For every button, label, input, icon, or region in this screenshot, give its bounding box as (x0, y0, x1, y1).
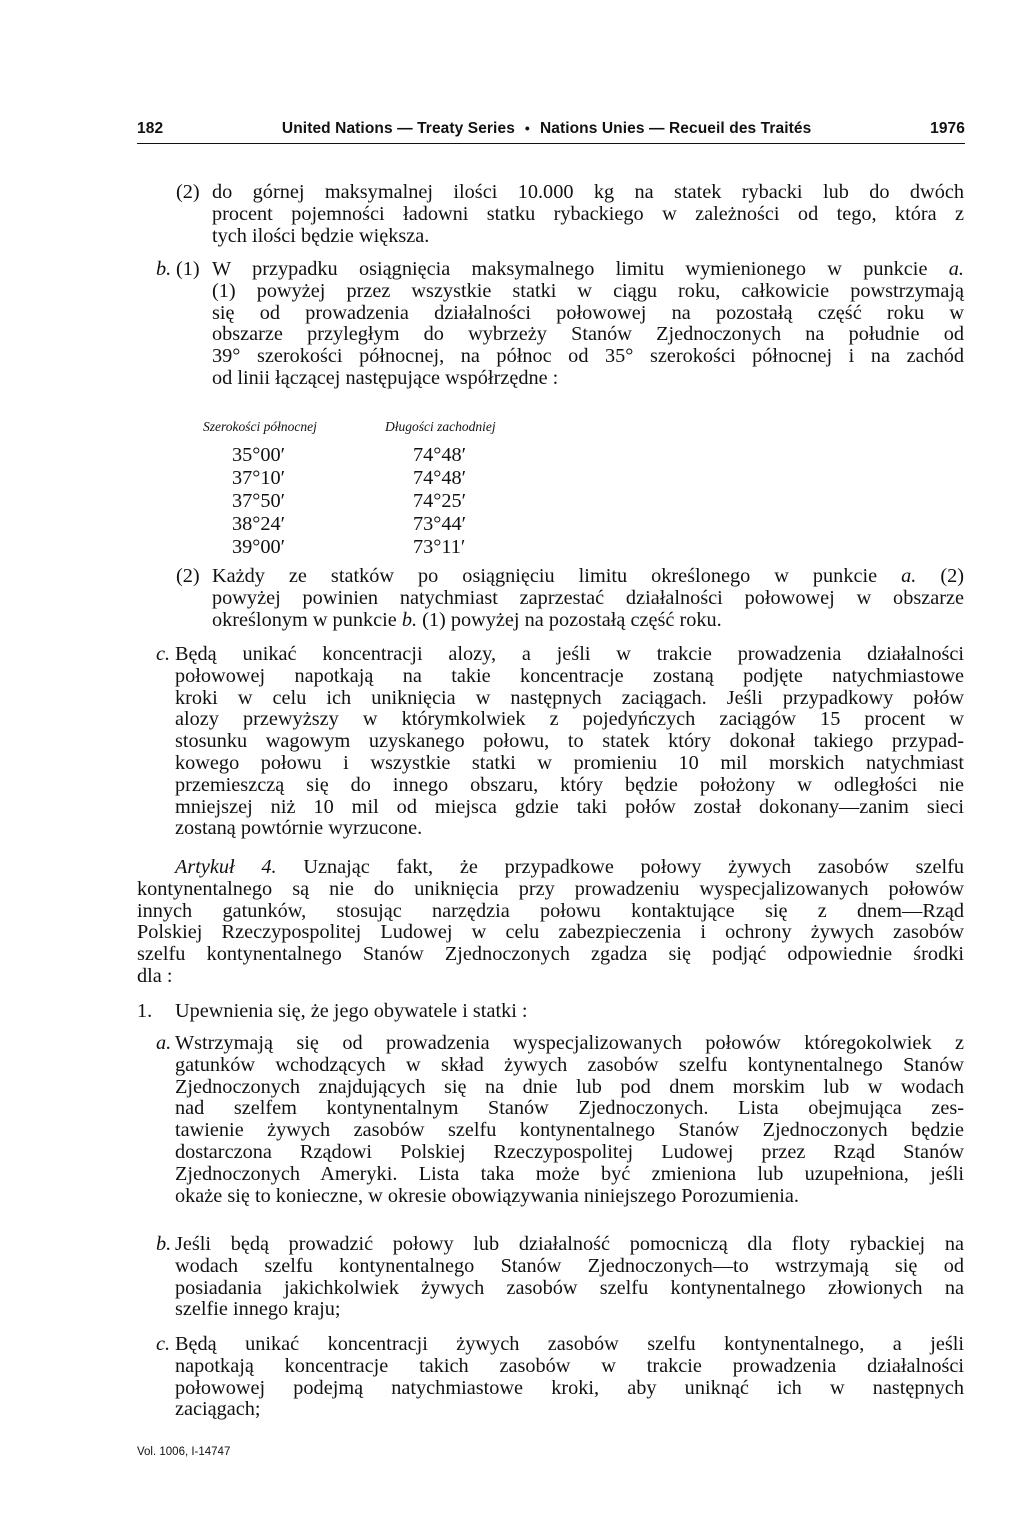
header-year: 1976 (930, 120, 965, 137)
para-b1-text (212, 259, 964, 390)
text-line: do górnej maksymalnej ilości 10.000 kg na statek rybacki lub do dwóch (212, 181, 964, 203)
text-line: wodach szelfu kontynentalnego Stanów Zjednoczonych—to wstrzymają się od (175, 1254, 964, 1277)
item-1b-text (175, 1234, 964, 1321)
text-line: tych ilości będzie większa. (212, 224, 430, 247)
item-1b-letter: b. (156, 1233, 172, 1255)
item-1c-text (175, 1334, 964, 1421)
item-1a-text (175, 1033, 964, 1207)
text-line: Będą unikać koncentracji alozy, a jeśli w trakcie prowadzenia działalności (175, 643, 964, 665)
text-line: mniejszej niż 10 mil od miejsca gdzie taki połów został dokonany—zanim sieci (175, 795, 964, 818)
text-line: posiadania jakichkolwiek żywych zasobów szelfu kontynentalnego złowionych na (175, 1276, 964, 1299)
text-line: 39° szerokości północnej, na północ od 35° szerokości północnej i na zachód (212, 345, 964, 368)
text-line: zostaną powtórnie wyrzucone. (175, 817, 423, 840)
text-line: Będą unikać koncentracji żywych zasobów szelfu kontynentalnego, a jeśli (175, 1333, 964, 1355)
item-1-number: 1. (137, 1000, 153, 1022)
para-c-text (175, 644, 964, 840)
para-b2-text (212, 566, 964, 631)
text-line: szelfie innego kraju; (175, 1298, 341, 1321)
text-line: się od prowadzenia działalności połowowej na pozostałą część roku w (212, 301, 964, 324)
volume-reference: Vol. 1006, I-14747 (137, 1446, 231, 1458)
series-title-en: United Nations — Treaty Series (281, 120, 515, 137)
text-line: połowowej podejmą natychmiastowe kroki, aby uniknąć ich w następnych (175, 1376, 964, 1399)
text-line: połowowej napotkają na takie koncentracje zostaną podjęte natychmiastowe (175, 664, 964, 687)
text-line: przemieszczą się do innego obszaru, który będzie położony w odległości nie (175, 773, 964, 796)
latitude-header: Szerokości północnej (203, 419, 317, 434)
longitude-header: Długości zachodniej (385, 419, 496, 434)
longitude-value: 74°48′ (413, 444, 467, 466)
text-line: Jeśli będą prowadzić połowy lub działalność pomocniczą dla floty rybackiej na (175, 1233, 964, 1255)
para-b-letter: b. (156, 258, 172, 280)
text-line: Polskiej Rzeczypospolitej Ludowej w celu zabezpieczenia i ochrony żywych zasobów (137, 921, 964, 944)
para-a2-marker: (2) (176, 181, 200, 203)
text-line: Zjednoczonych Ameryki. Lista taka może być zmieniona lub uzupełniona, jeśli (175, 1162, 964, 1185)
para-c-letter: c. (156, 643, 171, 665)
text-line: procent pojemności ładowni statku rybackiego w zależności od tego, która z (212, 202, 964, 225)
page-number: 182 (137, 120, 164, 137)
latitude-value: 39°00′ (232, 536, 286, 558)
text-line: kroki w celu ich uniknięcia w następnych zaciągach. Jeśli przypadkowy połów (175, 686, 964, 709)
text-line: określonym w punkcie b. (1) powyżej na pozostałą część roku. (212, 608, 722, 631)
item-1a-letter: a. (156, 1032, 172, 1054)
latitude-value: 38°24′ (232, 513, 286, 535)
text-line: Każdy ze statków po osiągnięciu limitu określonego w punkcie a. (2) (212, 565, 964, 587)
text-line: innych gatunków, stosując narzędzia połowu kontaktujące się z dnem—Rząd (137, 899, 964, 922)
text-line: alozy przewyższy w którymkolwiek z pojedyńczych zaciągów 15 procent w (175, 708, 964, 731)
text-line: stosunku wagowym uzyskanego połowu, to statek który dokonał takiego przypad- (175, 730, 964, 753)
para-a2-text (212, 182, 964, 247)
latitude-value: 37°10′ (232, 467, 286, 489)
text-line: dla : (137, 964, 173, 987)
text-line: dostarczona Rządowi Polskiej Rzeczypospolitej Ludowej przez Rząd Stanów (175, 1140, 964, 1163)
longitude-value: 74°48′ (413, 467, 467, 489)
article-4-title: Artykuł 4. (175, 856, 277, 878)
para-b2-marker: (2) (176, 565, 200, 587)
text-line: tawienie żywych zasobów szelfu kontynentalnego Stanów Zjednoczonych będzie (175, 1119, 964, 1142)
para-b1-marker: (1) (176, 258, 200, 280)
text-line: napotkają koncentracje takich zasobów w trakcie prowadzenia działalności (175, 1354, 964, 1377)
item-1c-letter: c. (156, 1333, 171, 1355)
text-line: od linii łączącej następujące współrzędne : (212, 366, 559, 389)
running-header (137, 120, 965, 138)
text-line: Wstrzymają się od prowadzenia wyspecjalizowanych połowów któregokolwiek z (175, 1032, 964, 1054)
text-line: Artykuł 4. Uznając fakt, że przypadkowe połowy żywych zasobów szelfu (175, 856, 965, 878)
text-line: Zjednoczonych znajdujących się na dnie lub pod dnem morskim lub w wodach (175, 1075, 964, 1098)
header-rule (137, 143, 965, 144)
article-4-text (137, 857, 964, 988)
item-1-text (175, 1001, 964, 1023)
latitude-value: 35°00′ (232, 444, 286, 466)
text-line: powyżej powinien natychmiast zaprzestać działalności połowowej w obszarze (212, 586, 964, 609)
longitude-value: 73°11′ (413, 536, 466, 558)
text-line: W przypadku osiągnięcia maksymalnego limitu wymienionego w punkcie a. (212, 258, 964, 280)
text-line: (1) powyżej przez wszystkie statki w ciągu roku, całkowicie powstrzymają (212, 279, 964, 302)
longitude-value: 73°44′ (413, 513, 467, 535)
series-title (282, 120, 811, 138)
text-line: okaże się to konieczne, w okresie obowiązywania niniejszego Porozumienia. (175, 1184, 799, 1207)
text-line: zaciągach; (175, 1398, 261, 1421)
text-line: nad szelfem kontynentalnym Stanów Zjednoczonych. Lista obejmująca zes- (175, 1097, 964, 1120)
text-line: szelfu kontynentalnego Stanów Zjednoczonych zgadza się podjąć odpowiednie środki (137, 943, 964, 966)
text-line: obszarze przyległym do wybrzeży Stanów Zjednoczonych na południe od (212, 323, 964, 346)
text-line: gatunków wchodzących w skład żywych zasobów szelfu kontynentalnego Stanów (175, 1053, 964, 1076)
series-title-fr: Nations Unies — Recueil des Traités (539, 120, 812, 137)
bullet-separator: • (524, 120, 530, 136)
latitude-value: 37°50′ (232, 490, 286, 512)
text-line: Upewnienia się, że jego obywatele i statki : (175, 1000, 528, 1022)
text-line: kontynentalnego są nie do uniknięcia przy prowadzeniu wyspecjalizowanych połowów (137, 877, 964, 900)
longitude-value: 74°25′ (413, 490, 467, 512)
text-line: kowego połowu i wszystkie statki w promieniu 10 mil morskich natychmiast (175, 751, 964, 774)
